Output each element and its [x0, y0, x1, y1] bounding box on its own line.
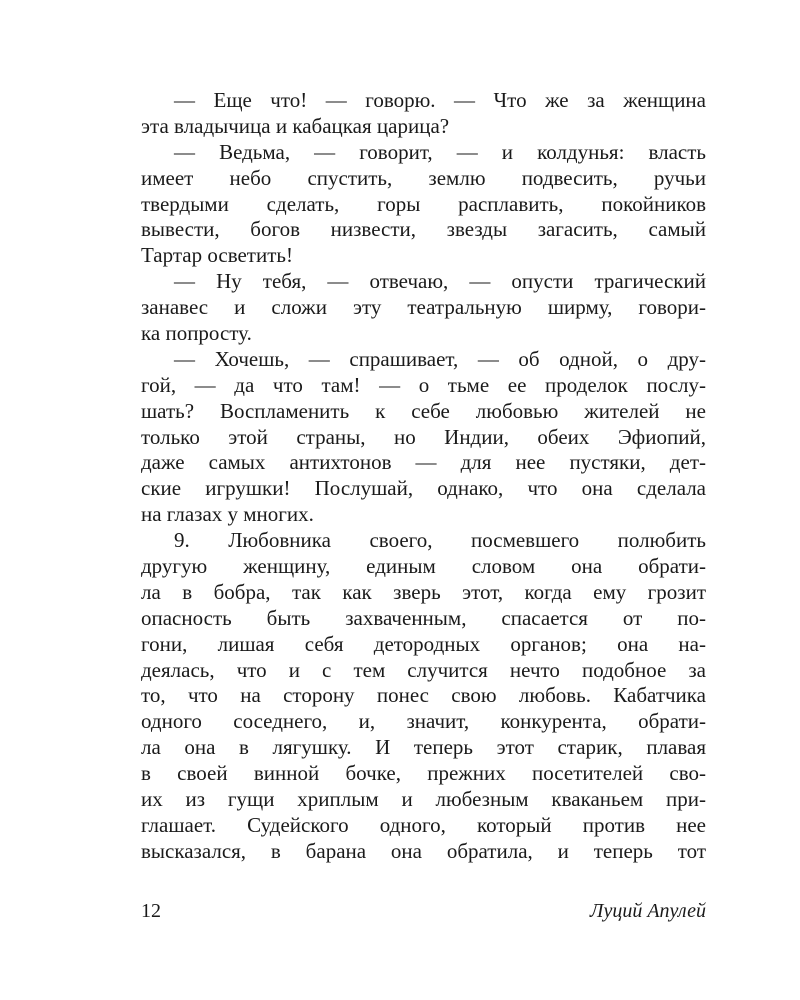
page-number: 12 [141, 900, 161, 922]
text-line: глашает. Судейского одного, который против нее [141, 812, 706, 837]
text-line: одного соседнего, и, значит, конкурента, обрати- [141, 709, 706, 734]
text-line: твердыми сделать, горы расплавить, покойников [141, 191, 706, 216]
text-line: вывести, богов низвести, звезды загасить, самый [141, 217, 706, 242]
text-line: занавес и сложи эту театральную ширму, говори- [141, 295, 706, 320]
paragraph [141, 347, 706, 528]
text-line: только этой страны, но Индии, обеих Эфиопий, [141, 424, 706, 449]
text-line: ла в бобра, так как зверь этот, когда ему грозит [141, 579, 706, 604]
running-author: Луций Апулей [589, 900, 706, 922]
text-line: Тартар осветить! [141, 243, 293, 268]
text-line: другую женщину, единым словом она обрати- [141, 554, 706, 579]
paragraph [141, 269, 706, 347]
text-line: — Ведьма, — говорит, — и колдунья: власть [174, 139, 706, 164]
text-line: деялась, что и с тем случится нечто подобное за [141, 657, 706, 682]
text-line: то, что на сторону понес свою любовь. Кабатчика [141, 683, 706, 708]
text-line: на глазах у многих. [141, 502, 314, 527]
text-line: имеет небо спустить, землю подвесить, ручьи [141, 165, 706, 190]
text-line: ка попросту. [141, 321, 252, 346]
text-line: эта владычица и кабацкая царица? [141, 113, 450, 138]
text-line: — Еще что! — говорю. — Что же за женщина [174, 88, 706, 112]
text-line: в своей винной бочке, прежних посетителей сво- [141, 761, 706, 786]
text-line: — Хочешь, — спрашивает, — об одной, о дру- [174, 346, 706, 371]
text-line: опасность быть захваченным, спасается от по- [141, 605, 706, 630]
paragraph [141, 88, 706, 140]
text-line: их из гущи хриплым и любезным кваканьем при- [141, 787, 706, 812]
text-line: гой, — да что там! — о тьме ее проделок послу- [141, 372, 706, 397]
text-line: ла она в лягушку. И теперь этот старик, плавая [141, 735, 706, 760]
text-line: шать? Воспламенить к себе любовью жителей не [141, 398, 706, 423]
text-line: ские игрушки! Послушай, однако, что она сделала [141, 476, 706, 501]
text-line: — Ну тебя, — отвечаю, — опусти трагический [174, 269, 706, 294]
page-footer [141, 900, 706, 926]
text-line: даже самых антихтонов — для нее пустяки, дет- [141, 450, 706, 475]
page-text [141, 88, 706, 865]
text-line: высказался, в барана она обратила, и теперь тот [141, 838, 706, 863]
text-line: гони, лишая себя детородных органов; она на- [141, 631, 706, 656]
paragraph [141, 528, 706, 865]
paragraph [141, 140, 706, 269]
text-line: 9. Любовника своего, посмевшего полюбить [174, 528, 706, 553]
